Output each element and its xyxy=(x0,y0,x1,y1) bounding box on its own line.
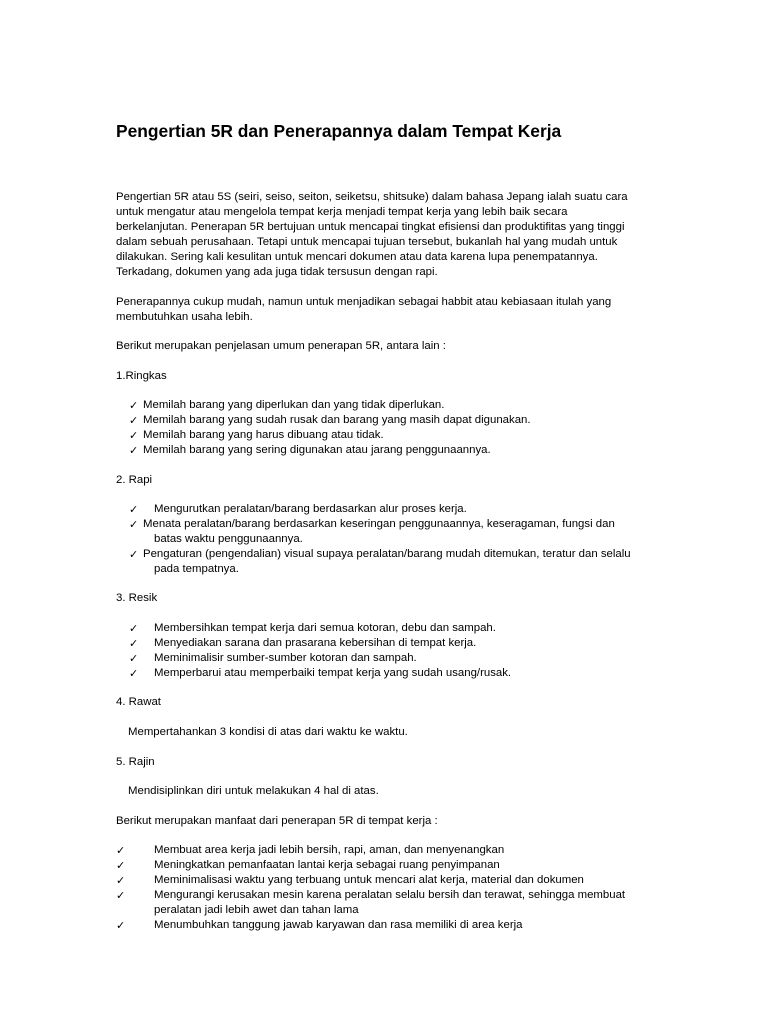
intro-line: Pengertian 5R atau 5S (seiri, seiso, seiton, seiketsu, shitsuke) dalam bahasa Jepang ialah suatu cara xyxy=(116,191,628,203)
list-item: Menumbuhkan tanggung jawab karyawan dan rasa memiliki di area kerja xyxy=(154,919,523,931)
checkmark-icon: ✓ xyxy=(129,444,139,457)
intro-line: dalam sebuah perusahaan. Tetapi untuk mencapai tujuan tersebut, bukanlah hal yang mudah untuk xyxy=(116,236,618,248)
list-item: Meminimalisasi waktu yang terbuang untuk mencari alat kerja, material dan dokumen xyxy=(154,874,584,886)
list-item: Meningkatkan pemanfaatan lantai kerja sebagai ruang penyimpanan xyxy=(154,859,500,871)
checkmark-icon: ✓ xyxy=(129,429,139,442)
intro-line: Terkadang, dokumen yang ada juga tidak tersusun dengan rapi. xyxy=(116,266,438,278)
intro-line: untuk mengatur atau mengelola tempat kerja menjadi tempat kerja yang lebih baik secara xyxy=(116,206,568,218)
checkmark-icon: ✓ xyxy=(116,844,126,857)
intro-line: berkelanjutan. Penerapan 5R bertujuan untuk mencapai tingkat efisiensi dan produktifitas yang tinggi xyxy=(116,221,625,233)
section-heading-rapi: 2. Rapi xyxy=(116,474,153,486)
checkmark-icon: ✓ xyxy=(129,652,139,665)
document-title: Pengertian 5R dan Penerapannya dalam Tempat Kerja xyxy=(116,121,562,141)
list-item: Mengurutkan peralatan/barang berdasarkan alur proses kerja. xyxy=(154,503,467,515)
checkmark-icon: ✓ xyxy=(116,919,126,932)
checkmark-icon: ✓ xyxy=(116,889,126,902)
intro-line: dilakukan. Sering kali kesulitan untuk mencari dokumen atau data karena lupa penempatannya. xyxy=(116,251,598,263)
section-body-rajin: Mendisiplinkan diri untuk melakukan 4 hal di atas. xyxy=(128,785,379,797)
list-item-continuation: peralatan jadi lebih awet dan tahan lama xyxy=(154,904,359,916)
list-item: Menyediakan sarana dan prasarana kebersihan di tempat kerja. xyxy=(154,637,477,649)
checkmark-icon: ✓ xyxy=(129,518,139,531)
checkmark-icon: ✓ xyxy=(129,503,139,516)
checkmark-icon: ✓ xyxy=(129,414,139,427)
section-heading-ringkas: 1.Ringkas xyxy=(116,370,167,382)
checkmark-icon: ✓ xyxy=(129,667,139,680)
section-heading-rawat: 4. Rawat xyxy=(116,696,161,708)
list-item: Meminimalisir sumber-sumber kotoran dan sampah. xyxy=(154,652,417,664)
paragraph-line: Penerapannya cukup mudah, namun untuk menjadikan sebagai habbit atau kebiasaan itulah yang xyxy=(116,296,612,308)
list-item: Membuat area kerja jadi lebih bersih, rapi, aman, dan menyenangkan xyxy=(154,844,505,856)
list-item-continuation: pada tempatnya. xyxy=(154,563,239,575)
list-item-continuation: batas waktu penggunaannya. xyxy=(154,533,303,545)
list-item: Membersihkan tempat kerja dari semua kotoran, debu dan sampah. xyxy=(154,622,496,634)
manfaat-heading: Berikut merupakan manfaat dari penerapan 5R di tempat kerja : xyxy=(116,815,438,827)
paragraph-line: membutuhkan usaha lebih. xyxy=(116,311,253,323)
section-heading-rajin: 5. Rajin xyxy=(116,756,155,768)
checkmark-icon: ✓ xyxy=(129,399,139,412)
list-item: Mengurangi kerusakan mesin karena peralatan selalu bersih dan terawat, sehingga membuat xyxy=(154,889,626,901)
checkmark-icon: ✓ xyxy=(129,622,139,635)
list-item: Memilah barang yang sudah rusak dan barang yang masih dapat digunakan. xyxy=(143,414,531,426)
checkmark-icon: ✓ xyxy=(129,637,139,650)
list-item: Memilah barang yang harus dibuang atau tidak. xyxy=(143,429,384,441)
list-item: Pengaturan (pengendalian) visual supaya peralatan/barang mudah ditemukan, teratur dan selalu xyxy=(143,548,631,560)
list-item: Memperbarui atau memperbaiki tempat kerja yang sudah usang/rusak. xyxy=(154,667,512,679)
list-item: Menata peralatan/barang berdasarkan keseringan penggunaannya, keseragaman, fungsi dan xyxy=(143,518,615,530)
list-item: Memilah barang yang sering digunakan atau jarang penggunaannya. xyxy=(143,444,491,456)
section-body-rawat: Mempertahankan 3 kondisi di atas dari waktu ke waktu. xyxy=(128,726,408,738)
checkmark-icon: ✓ xyxy=(129,548,139,561)
section-heading-resik: 3. Resik xyxy=(116,592,158,604)
paragraph-line: Berikut merupakan penjelasan umum penerapan 5R, antara lain : xyxy=(116,340,446,352)
checkmark-icon: ✓ xyxy=(116,859,126,872)
list-item: Memilah barang yang diperlukan dan yang tidak diperlukan. xyxy=(143,399,445,411)
checkmark-icon: ✓ xyxy=(116,874,126,887)
